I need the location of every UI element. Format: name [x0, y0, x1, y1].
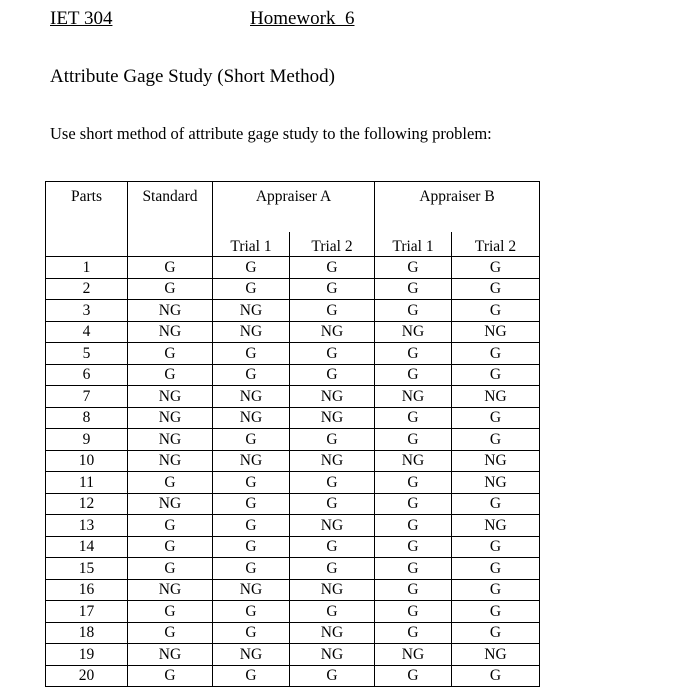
- appraiser-a-trial-2: G: [290, 343, 375, 365]
- appraiser-b-trial-1: G: [375, 579, 452, 601]
- part-number: 8: [46, 407, 128, 429]
- appraiser-a-trial-2: NG: [290, 644, 375, 666]
- standard-value: G: [128, 601, 213, 623]
- appraiser-a-trial-2: G: [290, 558, 375, 580]
- table-row: [46, 407, 540, 429]
- appraiser-a-trial-2: NG: [290, 407, 375, 429]
- header-appraiser-a: Appraiser A: [213, 182, 375, 233]
- standard-value: G: [128, 343, 213, 365]
- header-a-trial-2: Trial 2: [290, 232, 375, 257]
- part-number: 1: [46, 257, 128, 279]
- appraiser-b-trial-2: G: [452, 601, 540, 623]
- appraiser-a-trial-2: G: [290, 278, 375, 300]
- table-row: [46, 601, 540, 623]
- document-title: Attribute Gage Study (Short Method): [50, 66, 335, 87]
- appraiser-b-trial-1: G: [375, 472, 452, 494]
- header-b-trial-1: Trial 1: [375, 232, 452, 257]
- header-parts: Parts: [46, 182, 128, 257]
- appraiser-a-trial-1: G: [213, 472, 290, 494]
- part-number: 12: [46, 493, 128, 515]
- standard-value: G: [128, 665, 213, 687]
- appraiser-b-trial-1: NG: [375, 386, 452, 408]
- standard-value: G: [128, 472, 213, 494]
- standard-value: NG: [128, 300, 213, 322]
- standard-value: G: [128, 257, 213, 279]
- appraiser-a-trial-2: G: [290, 257, 375, 279]
- appraiser-b-trial-1: G: [375, 493, 452, 515]
- appraiser-a-trial-2: NG: [290, 515, 375, 537]
- part-number: 2: [46, 278, 128, 300]
- appraiser-b-trial-2: G: [452, 407, 540, 429]
- appraiser-b-trial-1: NG: [375, 450, 452, 472]
- appraiser-b-trial-1: NG: [375, 644, 452, 666]
- standard-value: NG: [128, 386, 213, 408]
- appraiser-a-trial-1: NG: [213, 450, 290, 472]
- appraiser-b-trial-2: NG: [452, 386, 540, 408]
- table-row: [46, 257, 540, 279]
- appraiser-b-trial-1: G: [375, 558, 452, 580]
- appraiser-b-trial-2: G: [452, 622, 540, 644]
- part-number: 17: [46, 601, 128, 623]
- appraiser-b-trial-2: NG: [452, 515, 540, 537]
- appraiser-a-trial-2: NG: [290, 386, 375, 408]
- table-row: [46, 622, 540, 644]
- part-number: 6: [46, 364, 128, 386]
- part-number: 10: [46, 450, 128, 472]
- part-number: 20: [46, 665, 128, 687]
- appraiser-b-trial-1: G: [375, 601, 452, 623]
- appraiser-a-trial-1: G: [213, 601, 290, 623]
- appraiser-a-trial-1: G: [213, 515, 290, 537]
- part-number: 14: [46, 536, 128, 558]
- appraiser-a-trial-1: G: [213, 278, 290, 300]
- appraiser-b-trial-1: G: [375, 622, 452, 644]
- appraiser-a-trial-2: NG: [290, 321, 375, 343]
- appraiser-a-trial-2: G: [290, 601, 375, 623]
- table-row: [46, 278, 540, 300]
- appraiser-b-trial-2: NG: [452, 450, 540, 472]
- part-number: 5: [46, 343, 128, 365]
- standard-value: G: [128, 622, 213, 644]
- appraiser-b-trial-2: G: [452, 665, 540, 687]
- appraiser-a-trial-2: NG: [290, 450, 375, 472]
- appraiser-b-trial-2: NG: [452, 472, 540, 494]
- table-row: [46, 321, 540, 343]
- part-number: 15: [46, 558, 128, 580]
- appraiser-a-trial-2: G: [290, 665, 375, 687]
- appraiser-b-trial-2: G: [452, 364, 540, 386]
- standard-value: G: [128, 515, 213, 537]
- standard-value: NG: [128, 450, 213, 472]
- header-a-trial-1: Trial 1: [213, 232, 290, 257]
- appraiser-a-trial-2: G: [290, 472, 375, 494]
- appraiser-b-trial-1: G: [375, 536, 452, 558]
- gage-study-table: [45, 181, 540, 687]
- appraiser-b-trial-2: G: [452, 429, 540, 451]
- table-row: [46, 450, 540, 472]
- table-row: [46, 558, 540, 580]
- table-row: [46, 493, 540, 515]
- appraiser-a-trial-1: G: [213, 429, 290, 451]
- table-body: [46, 257, 540, 687]
- appraiser-a-trial-1: NG: [213, 321, 290, 343]
- appraiser-a-trial-1: G: [213, 257, 290, 279]
- part-number: 16: [46, 579, 128, 601]
- table-row: [46, 343, 540, 365]
- appraiser-a-trial-1: G: [213, 493, 290, 515]
- appraiser-b-trial-1: G: [375, 515, 452, 537]
- appraiser-a-trial-1: G: [213, 343, 290, 365]
- table-row: [46, 429, 540, 451]
- appraiser-b-trial-2: G: [452, 343, 540, 365]
- appraiser-b-trial-2: G: [452, 558, 540, 580]
- table-row: [46, 515, 540, 537]
- appraiser-b-trial-2: NG: [452, 644, 540, 666]
- appraiser-b-trial-1: G: [375, 300, 452, 322]
- standard-value: NG: [128, 579, 213, 601]
- part-number: 3: [46, 300, 128, 322]
- part-number: 7: [46, 386, 128, 408]
- table-row: [46, 644, 540, 666]
- standard-value: NG: [128, 429, 213, 451]
- standard-value: NG: [128, 407, 213, 429]
- part-number: 13: [46, 515, 128, 537]
- header-standard: Standard: [128, 182, 213, 257]
- appraiser-b-trial-2: G: [452, 536, 540, 558]
- assignment-title: Homework 6: [250, 8, 355, 29]
- appraiser-a-trial-1: NG: [213, 579, 290, 601]
- appraiser-a-trial-2: G: [290, 300, 375, 322]
- appraiser-a-trial-1: G: [213, 665, 290, 687]
- table-row: [46, 472, 540, 494]
- appraiser-b-trial-1: G: [375, 429, 452, 451]
- appraiser-b-trial-2: G: [452, 300, 540, 322]
- header-appraiser-b: Appraiser B: [375, 182, 540, 233]
- appraiser-b-trial-1: G: [375, 665, 452, 687]
- standard-value: NG: [128, 321, 213, 343]
- header-b-trial-2: Trial 2: [452, 232, 540, 257]
- instructions-text: Use short method of attribute gage study to the following problem:: [50, 124, 492, 143]
- standard-value: G: [128, 558, 213, 580]
- appraiser-a-trial-1: NG: [213, 407, 290, 429]
- table-row: [46, 300, 540, 322]
- part-number: 11: [46, 472, 128, 494]
- appraiser-b-trial-1: G: [375, 278, 452, 300]
- appraiser-a-trial-2: NG: [290, 622, 375, 644]
- table-row: [46, 579, 540, 601]
- appraiser-a-trial-1: G: [213, 622, 290, 644]
- standard-value: G: [128, 278, 213, 300]
- appraiser-a-trial-1: NG: [213, 644, 290, 666]
- appraiser-b-trial-1: G: [375, 257, 452, 279]
- part-number: 9: [46, 429, 128, 451]
- standard-value: G: [128, 364, 213, 386]
- appraiser-a-trial-1: G: [213, 364, 290, 386]
- appraiser-a-trial-2: NG: [290, 579, 375, 601]
- table-row: [46, 665, 540, 687]
- appraiser-a-trial-1: NG: [213, 386, 290, 408]
- standard-value: NG: [128, 493, 213, 515]
- appraiser-b-trial-1: G: [375, 407, 452, 429]
- appraiser-b-trial-2: G: [452, 257, 540, 279]
- appraiser-a-trial-2: G: [290, 493, 375, 515]
- appraiser-b-trial-2: NG: [452, 321, 540, 343]
- appraiser-b-trial-2: G: [452, 278, 540, 300]
- table-row: [46, 364, 540, 386]
- standard-value: NG: [128, 644, 213, 666]
- appraiser-a-trial-1: G: [213, 558, 290, 580]
- appraiser-a-trial-2: G: [290, 536, 375, 558]
- part-number: 18: [46, 622, 128, 644]
- appraiser-b-trial-2: G: [452, 493, 540, 515]
- part-number: 19: [46, 644, 128, 666]
- part-number: 4: [46, 321, 128, 343]
- appraiser-a-trial-1: G: [213, 536, 290, 558]
- appraiser-b-trial-1: G: [375, 343, 452, 365]
- table-row: [46, 536, 540, 558]
- standard-value: G: [128, 536, 213, 558]
- appraiser-b-trial-1: G: [375, 364, 452, 386]
- course-code: IET 304: [50, 8, 113, 29]
- table-row: [46, 386, 540, 408]
- appraiser-b-trial-1: NG: [375, 321, 452, 343]
- appraiser-b-trial-2: G: [452, 579, 540, 601]
- appraiser-a-trial-2: G: [290, 364, 375, 386]
- appraiser-a-trial-2: G: [290, 429, 375, 451]
- appraiser-a-trial-1: NG: [213, 300, 290, 322]
